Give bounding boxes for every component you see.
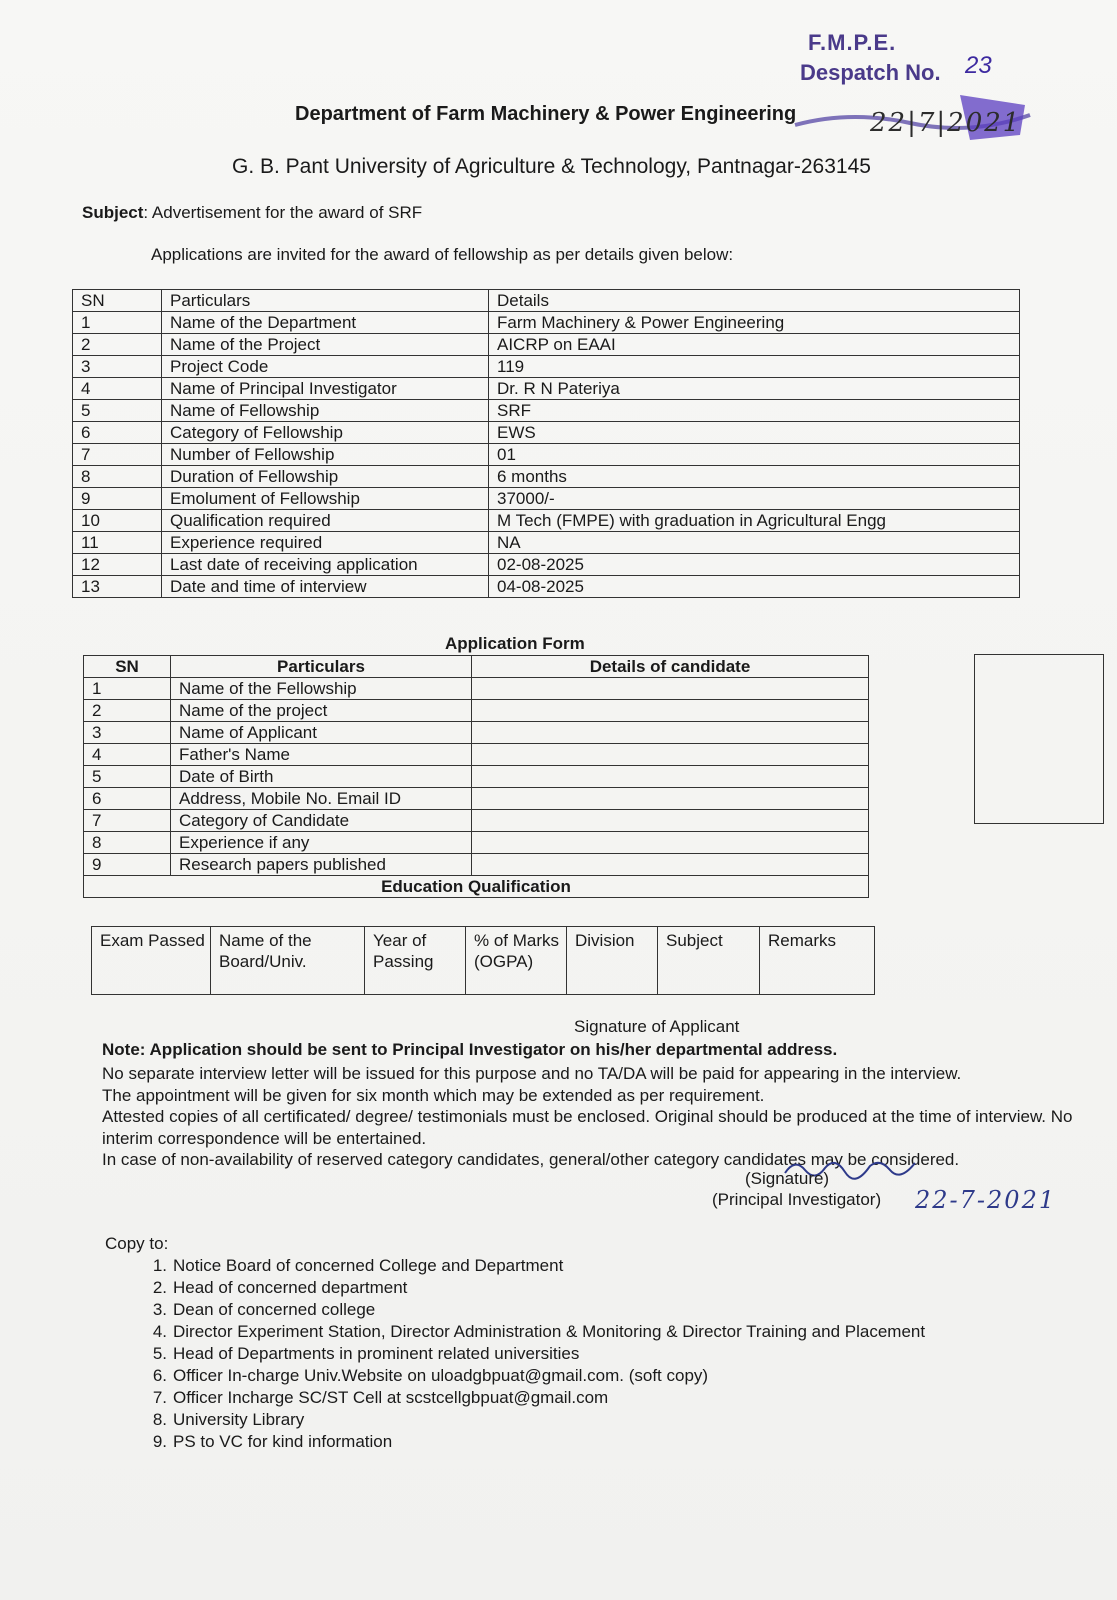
sn-cell: 10 — [73, 510, 162, 532]
particular-cell: Name of the Project — [162, 334, 489, 356]
particular-cell: Project Code — [162, 356, 489, 378]
list-item: 9. PS to VC for kind information — [152, 1432, 393, 1451]
application-form-table — [83, 655, 869, 898]
copy-to-section — [105, 1233, 925, 1453]
table-row — [84, 744, 869, 766]
table-row — [84, 810, 869, 832]
pi-signature-block — [712, 1168, 881, 1210]
sn-cell: 2 — [73, 334, 162, 356]
instruction-paragraph: Attested copies of all certificated/ degree/ testimonials must be enclosed. Original should be produced at the time of interview. No interim correspondence will be entertained. — [102, 1107, 1073, 1148]
sn-cell: 8 — [84, 832, 171, 854]
particular-cell: Date of Birth — [171, 766, 472, 788]
pi-label: (Principal Investigator) — [712, 1190, 882, 1209]
copy-to-heading: Copy to: — [105, 1234, 169, 1253]
list-item: 7. Officer Incharge SC/ST Cell at scstcellgbpuat@gmail.com — [152, 1388, 609, 1407]
header-cell: Remarks — [760, 927, 875, 995]
sn-cell: 4 — [73, 378, 162, 400]
table-row — [84, 656, 869, 678]
detail-cell: 02-08-2025 — [489, 554, 1020, 576]
subject-label: Subject — [82, 203, 144, 222]
sn-cell: 8 — [73, 466, 162, 488]
table-row — [73, 488, 1020, 510]
table-row — [73, 400, 1020, 422]
sn-cell: 6 — [73, 422, 162, 444]
instruction-paragraph: No separate interview letter will be issued for this purpose and no TA/DA will be paid for appearing in the interview. — [102, 1064, 962, 1083]
table-row — [73, 576, 1020, 598]
header-cell: Details — [489, 290, 1020, 312]
candidate-detail-cell[interactable] — [472, 766, 869, 788]
sn-cell: 3 — [84, 722, 171, 744]
table-row — [84, 766, 869, 788]
table-row — [84, 876, 869, 898]
detail-cell: 119 — [489, 356, 1020, 378]
particular-cell: Name of the Department — [162, 312, 489, 334]
education-table — [91, 926, 875, 995]
header-cell: Year of Passing — [365, 927, 466, 995]
detail-cell: AICRP on EAAI — [489, 334, 1020, 356]
particular-cell: Number of Fellowship — [162, 444, 489, 466]
header-cell: Particulars — [171, 656, 472, 678]
list-item: 1. Notice Board of concerned College and Department — [152, 1256, 564, 1275]
stamp-date: 22|7|2021 — [870, 108, 1022, 138]
sn-cell: 12 — [73, 554, 162, 576]
particular-cell: Emolument of Fellowship — [162, 488, 489, 510]
table-row — [73, 510, 1020, 532]
education-qualification-heading: Education Qualification — [84, 876, 869, 898]
header-cell: Name of the Board/Univ. — [211, 927, 365, 995]
stamp-number: 23 — [965, 52, 992, 79]
candidate-detail-cell[interactable] — [472, 810, 869, 832]
detail-cell: Farm Machinery & Power Engineering — [489, 312, 1020, 334]
copy-to-list — [105, 1255, 925, 1453]
list-item: 6. Officer In-charge Univ.Website on uloadgbpuat@gmail.com. (soft copy) — [152, 1366, 709, 1385]
table-row — [73, 444, 1020, 466]
detail-cell: EWS — [489, 422, 1020, 444]
sn-cell: 1 — [84, 678, 171, 700]
list-item: 3. Dean of concerned college — [152, 1300, 376, 1319]
candidate-detail-cell[interactable] — [472, 854, 869, 876]
table-row — [73, 334, 1020, 356]
handwritten-date: 22-7-2021 — [915, 1186, 1057, 1214]
table-row — [73, 312, 1020, 334]
detail-cell: Dr. R N Pateriya — [489, 378, 1020, 400]
particular-cell: Research papers published — [171, 854, 472, 876]
table-row — [73, 290, 1020, 312]
particular-cell: Father's Name — [171, 744, 472, 766]
candidate-detail-cell[interactable] — [472, 722, 869, 744]
subject-line — [82, 203, 422, 223]
detail-cell: 6 months — [489, 466, 1020, 488]
particular-cell: Name of Principal Investigator — [162, 378, 489, 400]
particular-cell: Qualification required — [162, 510, 489, 532]
particular-cell: Name of Applicant — [171, 722, 472, 744]
table-row — [73, 356, 1020, 378]
application-form-title: Application Form — [445, 634, 585, 653]
sn-cell: 6 — [84, 788, 171, 810]
header-cell: Exam Passed — [92, 927, 211, 995]
sn-cell: 7 — [84, 810, 171, 832]
detail-cell: 37000/- — [489, 488, 1020, 510]
note-text: Note: Application should be sent to Principal Investigator on his/her departmental address. — [102, 1040, 838, 1059]
table-row — [84, 700, 869, 722]
sn-cell: 4 — [84, 744, 171, 766]
detail-cell: NA — [489, 532, 1020, 554]
particular-cell: Date and time of interview — [162, 576, 489, 598]
sn-cell: 5 — [84, 766, 171, 788]
sn-cell: 1 — [73, 312, 162, 334]
table-row — [84, 832, 869, 854]
particular-cell: Name of the Fellowship — [171, 678, 472, 700]
table-row — [73, 378, 1020, 400]
particular-cell: Category of Fellowship — [162, 422, 489, 444]
detail-cell: SRF — [489, 400, 1020, 422]
photo-box — [974, 654, 1104, 824]
particular-cell: Experience required — [162, 532, 489, 554]
header-cell: % of Marks (OGPA) — [466, 927, 567, 995]
particular-cell: Last date of receiving application — [162, 554, 489, 576]
sn-cell: 13 — [73, 576, 162, 598]
header-cell: Subject — [658, 927, 760, 995]
candidate-detail-cell[interactable] — [472, 744, 869, 766]
table-row — [84, 722, 869, 744]
stamp-line1: F.M.P.E. — [808, 30, 897, 55]
intro-text: Applications are invited for the award of fellowship as per details given below: — [151, 245, 734, 264]
table-row — [73, 554, 1020, 576]
sn-cell: 11 — [73, 532, 162, 554]
department-title: Department of Farm Machinery & Power Engineering — [295, 103, 797, 125]
table-row — [73, 422, 1020, 444]
header-cell: Particulars — [162, 290, 489, 312]
candidate-detail-cell[interactable] — [472, 678, 869, 700]
instructions — [102, 1063, 1102, 1171]
instruction-paragraph: The appointment will be given for six month which may be extended as per requirement. — [102, 1085, 765, 1105]
detail-cell: 04-08-2025 — [489, 576, 1020, 598]
stamp-line2: Despatch No. — [800, 60, 941, 85]
particular-cell: Duration of Fellowship — [162, 466, 489, 488]
table-row — [73, 466, 1020, 488]
despatch-stamp — [790, 30, 1060, 150]
detail-cell: 01 — [489, 444, 1020, 466]
list-item: 2. Head of concerned department — [152, 1278, 408, 1297]
table-row — [84, 788, 869, 810]
header-cell: SN — [73, 290, 162, 312]
header-cell: SN — [84, 656, 171, 678]
particular-cell: Name of the project — [171, 700, 472, 722]
list-item: 5. Head of Departments in prominent related universities — [152, 1344, 580, 1363]
table-row — [84, 854, 869, 876]
sn-cell: 9 — [73, 488, 162, 510]
details-table — [72, 289, 1020, 598]
particular-cell: Category of Candidate — [171, 810, 472, 832]
candidate-detail-cell[interactable] — [472, 700, 869, 722]
applicant-signature-label: Signature of Applicant — [574, 1017, 740, 1036]
candidate-detail-cell[interactable] — [472, 832, 869, 854]
detail-cell: M Tech (FMPE) with graduation in Agricultural Engg — [489, 510, 1020, 532]
table-row — [84, 678, 869, 700]
table-row — [73, 532, 1020, 554]
subject-text: : Advertisement for the award of SRF — [143, 203, 423, 222]
sn-cell: 9 — [84, 854, 171, 876]
sn-cell: 5 — [73, 400, 162, 422]
university-title: G. B. Pant University of Agriculture & Technology, Pantnagar-263145 — [232, 155, 871, 178]
header-cell: Division — [567, 927, 658, 995]
sn-cell: 3 — [73, 356, 162, 378]
table-row — [92, 927, 875, 995]
candidate-detail-cell[interactable] — [472, 788, 869, 810]
header-cell: Details of candidate — [472, 656, 869, 678]
sn-cell: 7 — [73, 444, 162, 466]
particular-cell: Experience if any — [171, 832, 472, 854]
particular-cell: Name of Fellowship — [162, 400, 489, 422]
list-item: 4. Director Experiment Station, Director Administration & Monitoring & Director Training and Placement — [152, 1322, 926, 1341]
signature-label: (Signature) — [745, 1169, 830, 1188]
sn-cell: 2 — [84, 700, 171, 722]
particular-cell: Address, Mobile No. Email ID — [171, 788, 472, 810]
instruction-paragraph: In case of non-availability of reserved category candidates, general/other category candidates may be considered. — [102, 1150, 960, 1169]
list-item: 8. University Library — [152, 1410, 305, 1429]
